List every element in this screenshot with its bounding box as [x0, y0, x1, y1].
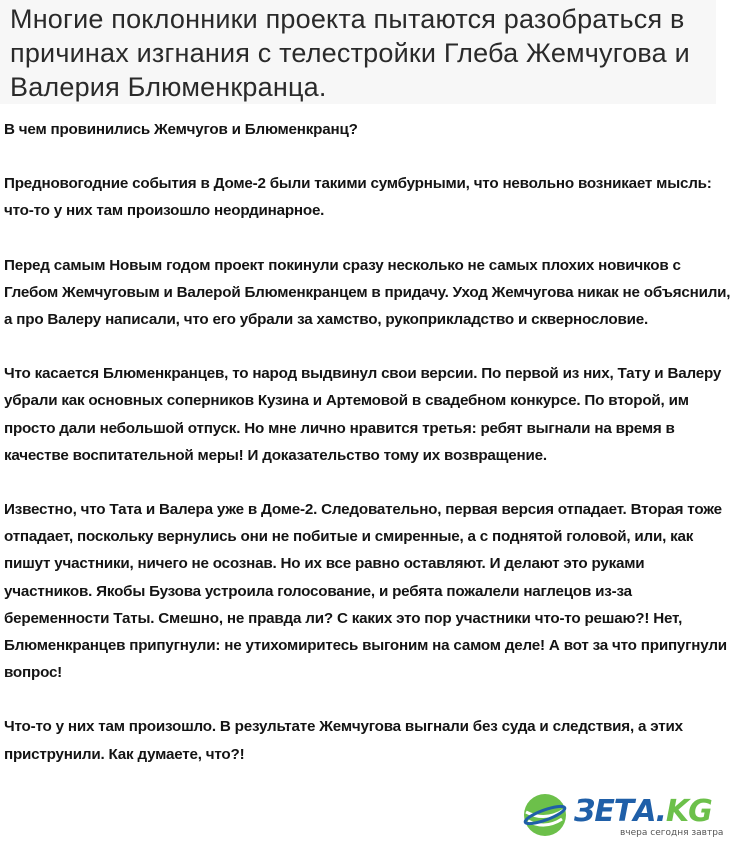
- globe-icon: [522, 792, 568, 838]
- article-paragraph: Перед самым Новым годом проект покинули сразу несколько не самых плохих новичков с Глебом Жемчуговым и Валерой Блюменкранцем в придачу. Уход Жемчугова никак не объяснили, а про Валеру написали, что его убрали за хамство, рукоприкладство и сквернословие.: [4, 256, 731, 329]
- article-question: В чем провинились Жемчугов и Блюменкранц?: [4, 121, 358, 138]
- site-name-tld: KG: [665, 794, 712, 829]
- article-paragraph: Что-то у них там произошло. В результате Жемчугова выгнали без суда и следствия, а этих приструнили. Как думаете, что?!: [4, 718, 683, 763]
- site-tagline: вчера сегодня завтра: [620, 828, 724, 838]
- article-paragraph: Известно, что Тата и Валера уже в Доме-2. Следовательно, первая версия отпадает. Вторая тоже отпадает, поскольку вернулись они не побитые и смиренные, а с поднятой головой, или, как пишут участники, ничего не осознав. Но их все равно оставляют. И делают это руками участников. Якобы Бузова устроила голосование, и ребята пожалели наглецов из-за беременности Таты. Смешно, не правда ли? С каких это пор участники что-то решаю?! Нет, Блюменкранцев припугнули: не утихомиритесь выгоним на самом деле! А вот за что припугнули вопрос!: [4, 501, 727, 682]
- lead-block: [0, 0, 716, 104]
- site-name-dot: .: [655, 794, 666, 829]
- article-body: [4, 116, 732, 795]
- lead-text: Многие поклонники проекта пытаются разобраться в причинах изгнания с телестройки Глеба Жемчугова и Валерия Блюменкранца.: [10, 4, 690, 102]
- article-paragraph: Предновогодние события в Доме-2 были такими сумбурными, что невольно возникает мысль: что-то у них там произошло неординарное.: [4, 175, 712, 220]
- site-watermark: [516, 788, 736, 845]
- site-name-main: ЗЕТА: [574, 794, 656, 829]
- site-name: [574, 796, 712, 828]
- article-paragraph: Что касается Блюменкранцев, то народ выдвинул свои версии. По первой из них, Тату и Валеру убрали как основных соперников Кузина и Артемовой в свадебном конкурсе. По второй, им просто дали небольшой отпуск. Но мне лично нравится третья: ребят выгнали на время в качестве воспитательной меры! И доказательство тому их возвращение.: [4, 365, 722, 464]
